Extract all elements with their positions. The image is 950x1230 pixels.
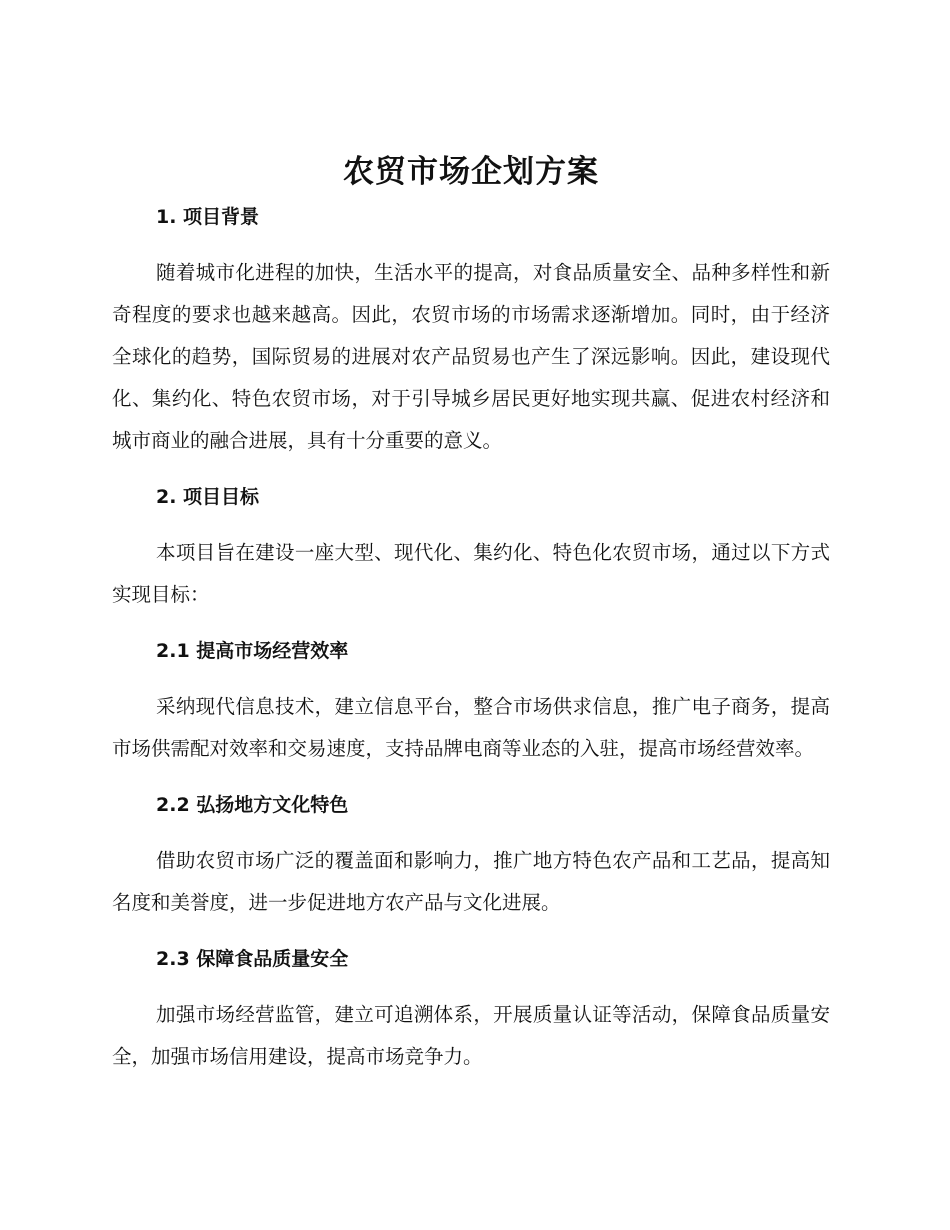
- section-heading: 2. 项目目标: [156, 486, 260, 508]
- section-paragraph: 本项目旨在建设一座大型、现代化、集约化、特色化农贸市场，通过以下方式实现目标：: [112, 541, 830, 606]
- section-paragraph: 借助农贸市场广泛的覆盖面和影响力，推广地方特色农产品和工艺品，提高知名度和美誉度，进一步促进地方农产品与文化进展。: [112, 849, 830, 914]
- section-paragraph: 随着城市化进程的加快，生活水平的提高，对食品质量安全、品种多样性和新奇程度的要求也越来越高。因此，农贸市场的市场需求逐渐增加。同时，由于经济全球化的趋势，国际贸易的进展对农产品贸易也产生了深远影响。因此，建设现代化、集约化、特色农贸市场，对于引导城乡居民更好地实现共赢、促进农村经济和城市商业的融合进展，具有十分重要的意义。: [112, 261, 830, 452]
- document-page: [112, 150, 830, 1078]
- section-project-goals: [112, 482, 830, 636]
- section-heading: 2.1 提高市场经营效率: [156, 640, 349, 662]
- section-project-background: [112, 202, 830, 482]
- section-heading: 2.3 保障食品质量安全: [156, 948, 349, 970]
- document-title: 农贸市场企划方案: [343, 154, 599, 190]
- section-paragraph: 加强市场经营监管，建立可追溯体系，开展质量认证等活动，保障食品质量安全，加强市场信用建设，提高市场竞争力。: [112, 1003, 830, 1068]
- section-heading: 1. 项目背景: [156, 206, 260, 228]
- section-local-culture: [112, 790, 830, 944]
- section-paragraph: 采纳现代信息技术，建立信息平台，整合市场供求信息，推广电子商务，提高市场供需配对效率和交易速度，支持品牌电商等业态的入驻，提高市场经营效率。: [112, 695, 830, 760]
- section-food-safety: [112, 944, 830, 1078]
- section-heading: 2.2 弘扬地方文化特色: [156, 794, 349, 816]
- section-efficiency: [112, 636, 830, 790]
